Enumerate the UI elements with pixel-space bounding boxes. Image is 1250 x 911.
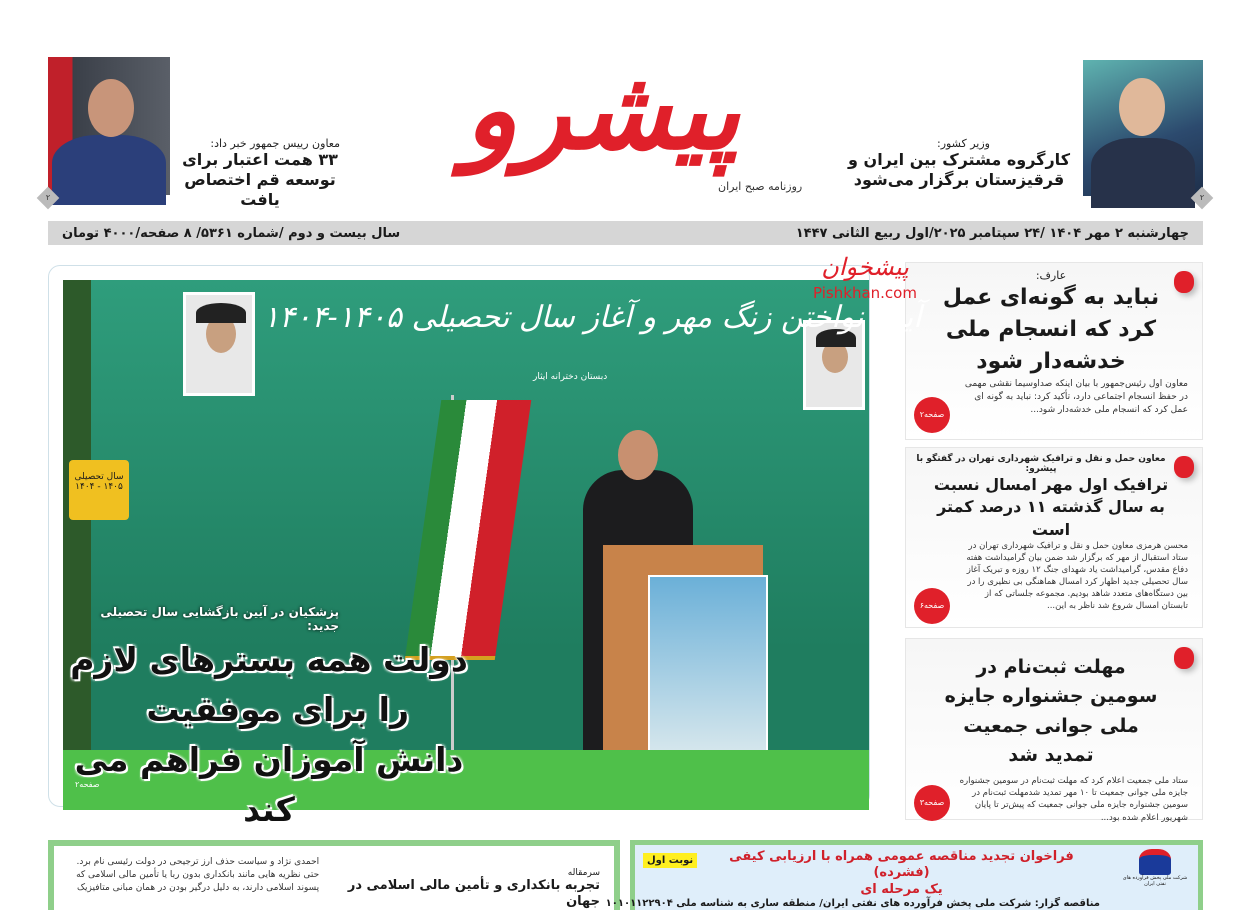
headline: ۳۳ همت اعتبار برای [182, 150, 338, 169]
bullet-icon [1174, 456, 1194, 478]
date: چهارشنبه ۲ مهر ۱۴۰۴ /۲۴ سپتامبر ۲۰۲۵/اول ربیع الثانی ۱۴۴۷ [795, 225, 1189, 241]
summary: معاون اول رئیس‌جمهور با بیان اینکه صداوسیما نقشی مهمی در حفظ انسجام اجتماعی دارد، تأکید کرد: نباید به گونه ای عمل کرد که انسجام ملی خدشه‌دار شود... [964, 378, 1188, 415]
bullet-icon [1174, 271, 1194, 293]
top-right-teaser[interactable] [848, 137, 1070, 190]
company-logo: شرکت ملی پخش فرآورده های نفتی ایران [1120, 849, 1190, 887]
page-ref[interactable]: صفحه۶ [914, 588, 950, 624]
editorial-title: تجربه بانکداری و تأمین مالی اسلامی در جهان [347, 878, 600, 910]
kicker: عارف: [1035, 269, 1067, 282]
ad-tag: نوبت اول [643, 853, 697, 868]
editorial[interactable] [48, 840, 620, 910]
page-ref[interactable]: صفحه۳ [914, 785, 950, 821]
headline: توسعه قم اختصاص یافت [184, 170, 336, 209]
page-badge: ۲ [37, 187, 60, 210]
ad-title: فراخوان تجدید مناقصه عمومی همراه با ارزیابی کیفی (فشرده) یک مرحله ای [729, 849, 1074, 897]
ad-text: مناقصه گزار: شرکت ملی پخش فرآورده های نفتی ایران/ منطقه ساری به شناسه ملی ۱۰۱۰۱۱۲۲۹۰۴ [605, 897, 1100, 909]
summary: ستاد ملی جمعیت اعلام کرد که مهلت ثبت‌نام در سومین جشنواره جایزه ملی جوانی جمعیت تا ۱۰ مهر تمدید شدمهلت ثبت‌نام در سومین جشنواره جایزه ملی جوانی جمعیت که پیش‌تر تا پایان شهریور اعلام شده بود... [959, 775, 1188, 823]
side-story[interactable] [905, 262, 1203, 440]
kicker: معاون رییس جمهور خبر داد: [210, 137, 340, 150]
tender-ad[interactable] [605, 840, 1203, 910]
top-left-teaser[interactable] [180, 137, 340, 210]
tagline: روزنامه صبح ایران [718, 180, 803, 193]
flag [405, 400, 532, 660]
editorial-body: احمدی نژاد و سیاست حذف ارز ترجیحی در دولت رئیسی نام برد. حتی نظریه هایی مانند بانکداری بدون ربا یا تأمین مالی اسلامی که پسوند اسلامی دارند، به دلیل درگیر بودن در همان مبانی متافیزیک [76, 857, 320, 894]
headline: ترافیک اول مهر امسال نسبت به سال گذشته ۱۱ درصد کمتر است [933, 475, 1169, 539]
side-story[interactable] [905, 638, 1203, 823]
watermark: پیشخوان Pishkhan.com [813, 253, 917, 302]
headline: قرقیزستان برگزار می‌شود [853, 170, 1065, 189]
top-right-photo [1083, 60, 1203, 196]
headline: نباید به گونه‌ای عمل کرد که انسجام ملی خدشه‌دار شود [942, 285, 1160, 374]
date-bar [48, 221, 1203, 245]
top-left-photo [48, 57, 170, 195]
banner-text: آیین نواختن زنگ مهر و آغاز سال تحصیلی ۱۴۰۵-۱۴۰۴ [263, 300, 922, 335]
page-ref: صفحه۲ [75, 780, 100, 789]
logo: پیشرو [464, 45, 740, 174]
issue-info: سال بیست و دوم /شماره ۵۳۶۱/ ۸ صفحه/۴۰۰۰ تومان [62, 225, 401, 241]
kicker: پزشکیان در آیین بازگشایی سال تحصیلی جدید: [100, 605, 339, 633]
main-headline: دولت همه بسترهای لازم را برای موفقیت دانش آموزان فراهم می کند [70, 640, 468, 829]
headline: کارگروه مشترک بین ایران و [848, 150, 1070, 169]
bullet-icon [1174, 647, 1194, 669]
page-ref[interactable]: صفحه۲ [914, 397, 950, 433]
school-year-sign: سال تحصیلی ۱۴۰۵ - ۱۴۰۴ [69, 460, 129, 520]
kicker: وزیر کشور: [936, 137, 990, 150]
kicker: معاون حمل و نقل و ترافیک شهرداری تهران در گفتگو با پیشرو: [916, 454, 1166, 474]
summary: محسن هرمزی معاون حمل و نقل و ترافیک شهرداری تهران در ستاد استقبال از مهر که برگزار شد ضمن بیان گرامیداشت هفته دفاع مقدس، گرامیداشت یاد شهدای جنگ ۱۲ روزه و تبریک آغاز سال تحصیلی جدید اظهار کرد امسال هماهنگی بی نظیری را در بین دستگاه‌های متعدد شاهد بودیم. مجموعه جلساتی که از تابستان امسال شروع شد ناظر به این... [966, 541, 1188, 611]
section-label: سرمقاله [567, 868, 600, 878]
page-badge: ۲ [1191, 187, 1214, 210]
main-photo [63, 280, 922, 829]
school-name: دبستان دخترانه ایثار [533, 372, 608, 382]
side-story[interactable] [905, 447, 1203, 628]
portrait [183, 292, 255, 396]
headline: مهلت ثبت‌نام در سومین جشنواره جایزه ملی جوانی جمعیت تمدید شد [944, 656, 1158, 767]
